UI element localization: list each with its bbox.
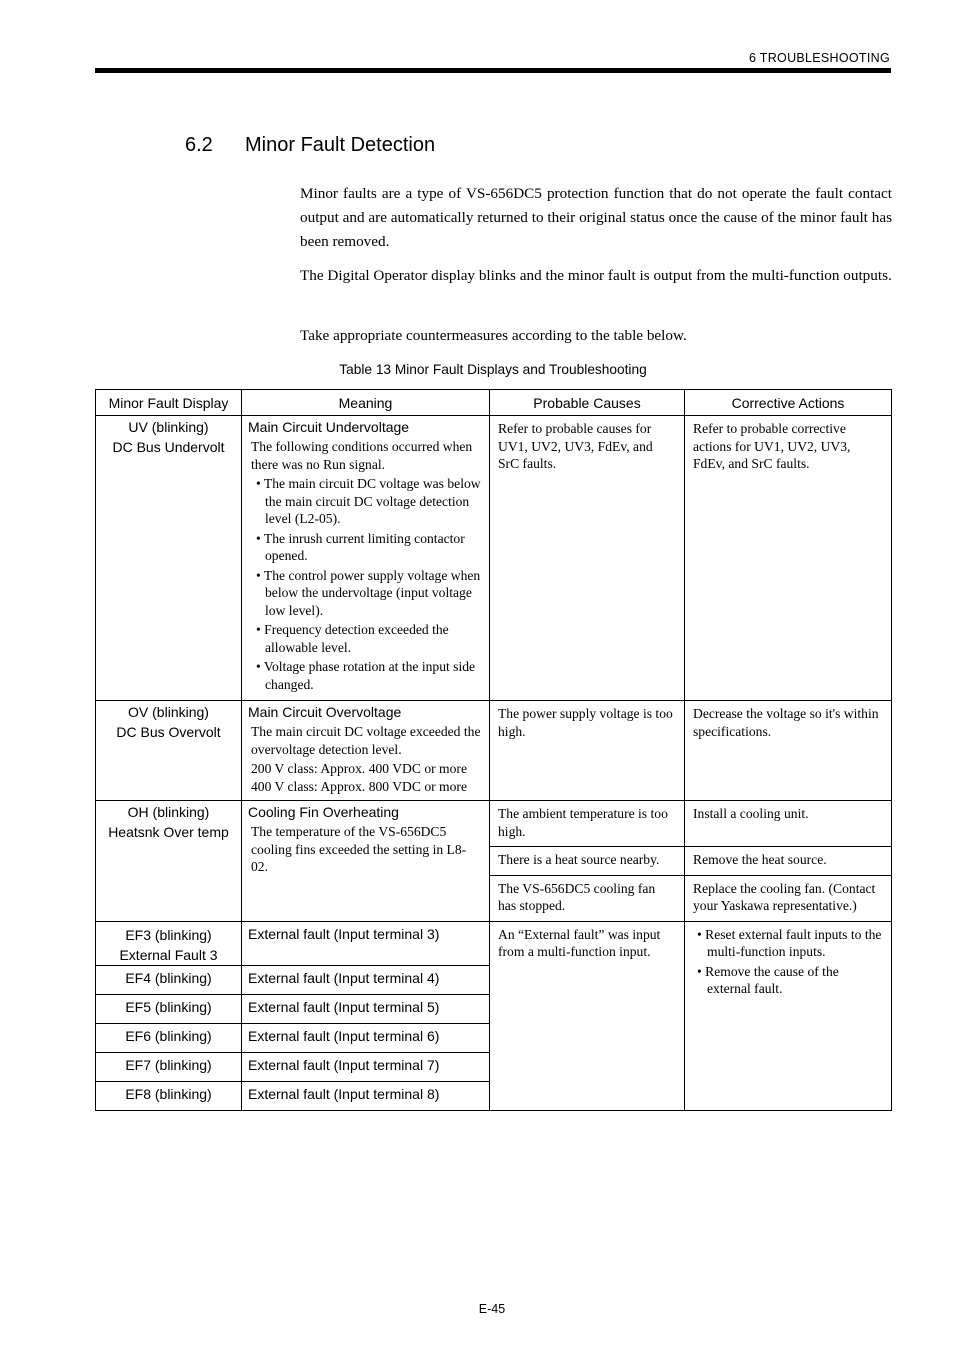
- list-item: • Voltage phase rotation at the input side changed.: [256, 659, 476, 692]
- list-item: • The control power supply voltage when below the undervoltage (input voltage low level).: [256, 567, 481, 618]
- fault-display-code: EF3 (blinking): [125, 926, 212, 943]
- table-header-row: [96, 390, 892, 416]
- fault-display-cell: [96, 801, 242, 922]
- meaning-title: Main Circuit Overvoltage: [248, 704, 402, 720]
- meaning-cell: External fault (Input terminal 6): [242, 1023, 490, 1052]
- meaning-title: Main Circuit Undervoltage: [248, 419, 410, 435]
- fault-display-text: External Fault 3: [119, 946, 218, 963]
- probable-cause-cell: The ambient temperature is too high.: [490, 801, 685, 847]
- corrective-action-cell: Refer to probable corrective actions for UV1, UV2, UV3, FdEv, and SrC faults.: [685, 416, 892, 701]
- page-number: E-45: [478, 1302, 506, 1316]
- fault-display-cell: EF7 (blinking): [96, 1052, 242, 1081]
- probable-cause-cell: An “External fault” was input from a multi-function input.: [490, 921, 685, 1110]
- meaning-cell: External fault (Input terminal 8): [242, 1081, 490, 1110]
- corrective-action-cell: [685, 921, 892, 1110]
- fault-display-text: DC Bus Overvolt: [116, 724, 221, 740]
- column-header: Probable Causes: [490, 390, 685, 416]
- probable-cause-cell: Refer to probable causes for UV1, UV2, UV3, FdEv, and SrC faults.: [490, 416, 685, 701]
- probable-cause-cell: The VS-656DC5 cooling fan has stopped.: [490, 875, 685, 921]
- meaning-cell: External fault (Input terminal 5): [242, 994, 490, 1023]
- section-title: Minor Fault Detection: [245, 134, 436, 156]
- table-row: [96, 801, 892, 847]
- meaning-cell: [242, 416, 490, 701]
- paragraph: Minor faults are a type of VS-656DC5 protection function that do not operate the fault contact output and are automatically returned to their original status once the cause of the minor fault has been removed.: [300, 185, 892, 250]
- column-header: Corrective Actions: [685, 390, 892, 416]
- table-row: [96, 416, 892, 701]
- column-header: Minor Fault Display: [96, 390, 242, 416]
- list-item: • Reset external fault inputs to the multi-function inputs.: [697, 926, 882, 959]
- minor-fault-table: [95, 389, 892, 1111]
- action-bullet-list: [693, 926, 883, 998]
- probable-cause-cell: There is a heat source nearby.: [490, 847, 685, 876]
- meaning-cell: [242, 701, 490, 801]
- table-row: [96, 701, 892, 801]
- meaning-title: Cooling Fin Overheating: [248, 804, 399, 820]
- fault-display-cell: [96, 701, 242, 801]
- fault-display-cell: EF5 (blinking): [96, 994, 242, 1023]
- meaning-description: The temperature of the VS-656DC5 cooling fins exceeded the setting in L8-02.: [251, 824, 467, 874]
- probable-cause-cell: The power supply voltage is too high.: [490, 701, 685, 801]
- paragraph: Take appropriate countermeasures according to the table below.: [300, 327, 687, 344]
- list-item: • Remove the cause of the external fault.: [697, 963, 839, 996]
- fault-display-text: DC Bus Undervolt: [112, 439, 225, 455]
- fault-display-code: OH (blinking): [127, 804, 210, 820]
- table-row: [96, 921, 892, 965]
- corrective-action-cell: Remove the heat source.: [685, 847, 892, 876]
- fault-display-text: Heatsnk Over temp: [108, 824, 229, 840]
- fault-display-code: OV (blinking): [128, 704, 209, 720]
- meaning-cell: External fault (Input terminal 7): [242, 1052, 490, 1081]
- list-item: • The main circuit DC voltage was below the main circuit DC voltage detection level (L2-05).: [256, 476, 481, 526]
- fault-display-cell: [96, 416, 242, 701]
- fault-display-cell: EF8 (blinking): [96, 1081, 242, 1110]
- meaning-description: The following conditions occurred when there was no Run signal.: [251, 439, 473, 472]
- corrective-action-cell: Replace the cooling fan. (Contact your Yaskawa representative.): [685, 875, 892, 921]
- meaning-bullet-list: [248, 475, 483, 693]
- column-header: Meaning: [242, 390, 490, 416]
- corrective-action-cell: Decrease the voltage so it's within specifications.: [685, 701, 892, 801]
- fault-display-code: UV (blinking): [128, 419, 209, 435]
- table-caption: Table 13 Minor Fault Displays and Troubleshooting: [339, 362, 647, 377]
- list-item: • Frequency detection exceeded the allowable level.: [256, 622, 449, 655]
- fault-display-cell: EF6 (blinking): [96, 1023, 242, 1052]
- meaning-voltage-classes: 200 V class: Approx. 400 VDC or more 400 V class: Approx. 800 VDC or more: [251, 761, 467, 794]
- paragraph: The Digital Operator display blinks and the minor fault is output from the multi-function outputs.: [300, 267, 892, 284]
- meaning-cell: [242, 801, 490, 922]
- meaning-cell: External fault (Input terminal 3): [242, 921, 490, 965]
- section-number: 6.2: [185, 134, 213, 156]
- section-heading: [185, 134, 435, 157]
- fault-display-cell: EF4 (blinking): [96, 965, 242, 994]
- meaning-cell: External fault (Input terminal 4): [242, 965, 490, 994]
- running-header: 6 TROUBLESHOOTING: [748, 51, 890, 65]
- fault-display-cell: [96, 921, 242, 965]
- meaning-description: The main circuit DC voltage exceeded the overvoltage detection level.: [251, 724, 481, 757]
- corrective-action-cell: Install a cooling unit.: [685, 801, 892, 847]
- list-item: • The inrush current limiting contactor opened.: [256, 530, 465, 563]
- header-rule: [95, 68, 891, 73]
